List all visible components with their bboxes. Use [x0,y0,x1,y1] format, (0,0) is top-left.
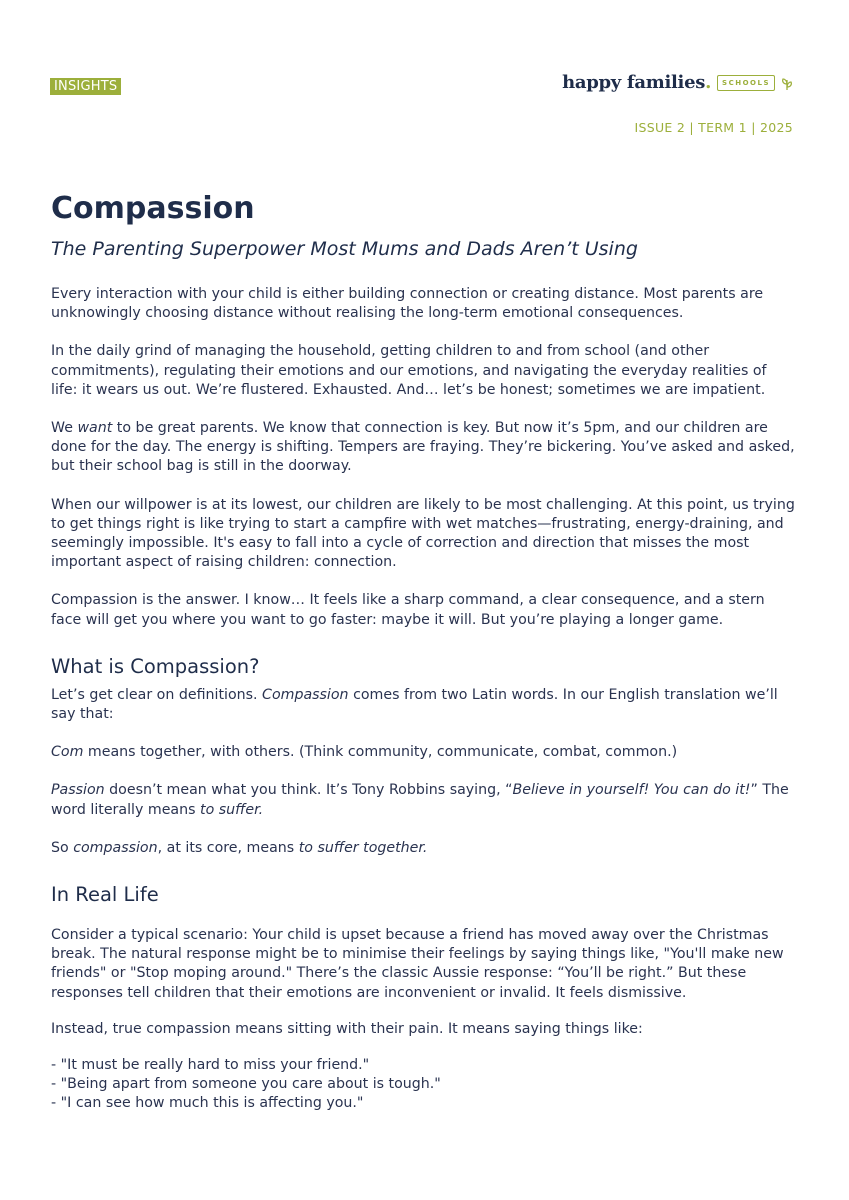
page-subtitle: The Parenting Superpower Most Mums and Dads Aren’t Using [51,238,638,260]
paragraph: Compassion is the answer. I know… It feels like a sharp command, a clear consequence, and a stern face will get you where you want to go faster: maybe it will. But you’re playing a longer game. [51,592,765,628]
section-heading: In Real Life [51,883,159,907]
paragraph: Consider a typical scenario: Your child is upset because a friend has moved away over the Christmas break. The natural response might be to minimise their feelings by saying things like, "You'll make new friends" or "Stop moping around." There’s the classic Aussie response: “You’ll be right.” But these responses tell children that their emotions are inconvenient or invalid. It feels dismissive. [51,927,784,1001]
paragraph: Every interaction with your child is either building connection or creating distance. Most parents are unknowingly choosing distance without realising the long-term emotional consequences. [51,286,764,322]
leaf-icon [781,75,793,91]
page-title: Compassion [51,191,255,226]
paragraph: Instead, true compassion means sitting with their pain. It means saying things like: [51,1020,643,1037]
paragraph: We want to be great parents. We know that connection is key. But now it’s 5pm, and our children are done for the day. The energy is shifting. Tempers are fraying. They’re bickering. You’ve asked and asked, but their school bag is still in the doorway. [51,420,795,475]
list-item: - "Being apart from someone you care about is tough." [51,1076,441,1093]
section-heading: What is Compassion? [51,654,260,678]
list-item: - "I can see how much this is affecting you." [51,1095,364,1112]
paragraph: In the daily grind of managing the household, getting children to and from school (and other commitments), regulating their emotions and our emotions, and navigating the everyday realities of life: it wears us out. We’re flustered. Exhausted. And… let’s be honest; sometimes we are impatient. [51,343,767,398]
issue-label: ISSUE 2 | TERM 1 | 2025 [634,120,793,135]
section-tag: INSIGHTS [50,78,121,95]
paragraph: So compassion, at its core, means to suffer together. [51,839,428,856]
paragraph: Let’s get clear on definitions. Compassion comes from two Latin words. In our English translation we’ll say that: [51,686,778,723]
list-item: - "It must be really hard to miss your friend." [51,1057,370,1074]
brand-logo [562,72,793,93]
paragraph: Passion doesn’t mean what you think. It’s Tony Robbins saying, “Believe in yourself! You can do it!” The word literally means to suffer. [51,782,789,818]
brand-badge: SCHOOLS [717,75,775,91]
paragraph: When our willpower is at its lowest, our children are likely to be most challenging. At this point, us trying to get things right is like trying to start a campfire with wet matches—frustrating, energy-draining, and seemingly impossible. It's easy to fall into a cycle of correction and direction that misses the most important aspect of raising children: connection. [51,496,795,571]
brand-name: happy families. [562,72,712,93]
article [51,190,796,1114]
paragraph: Com means together, with others. (Think community, communicate, combat, common.) [51,744,678,761]
